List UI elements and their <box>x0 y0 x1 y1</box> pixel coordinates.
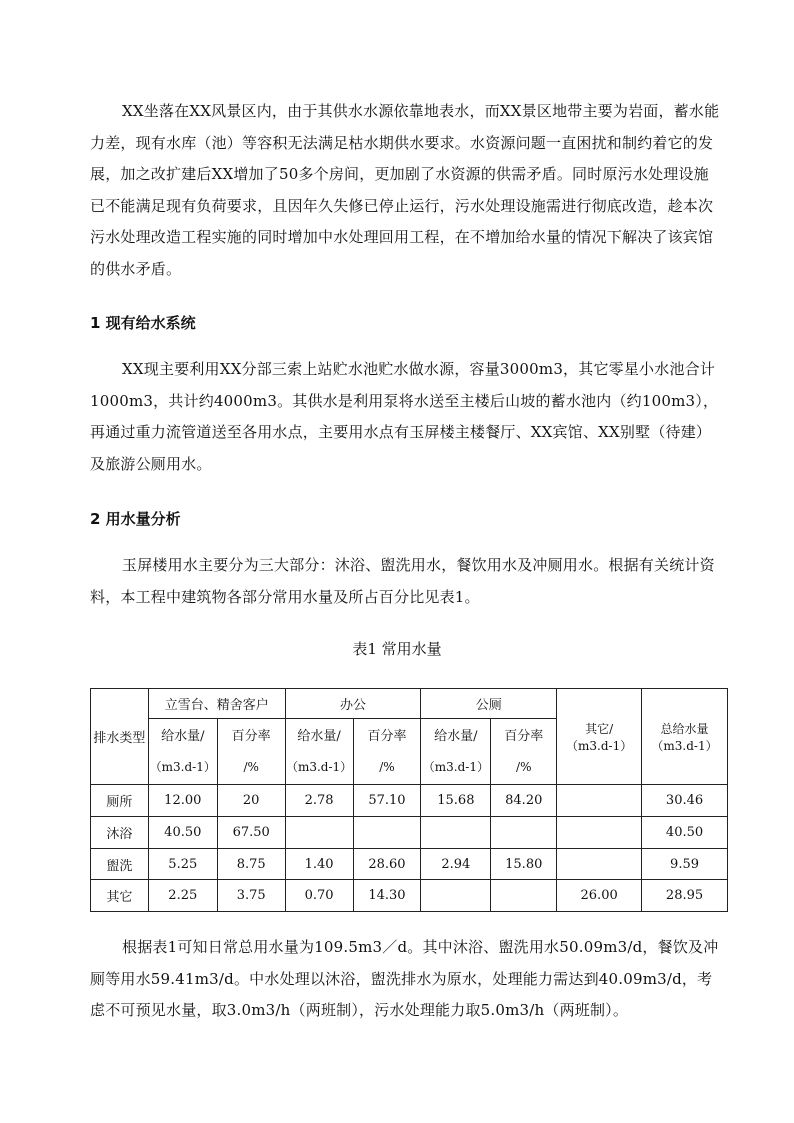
section-2-heading: 2 用水量分析 <box>90 510 181 528</box>
percent-label: 百分率 <box>231 728 271 744</box>
table-cell <box>353 817 421 849</box>
flow-unit: （m3.d-1） <box>285 759 353 774</box>
table-cell: 40.50 <box>148 817 217 849</box>
table-cell: 5.25 <box>148 849 217 880</box>
row-type: 厕所 <box>91 785 149 817</box>
table-cell: 30.46 <box>642 785 728 817</box>
total-header: 总给水量 <box>660 721 709 736</box>
table-cell: 14.30 <box>353 880 421 912</box>
percent-subheader <box>491 719 557 785</box>
table-cell: 9.59 <box>642 849 728 880</box>
table-cell: 2.78 <box>285 785 353 817</box>
table-cell: 1.40 <box>285 849 353 880</box>
other-header-unit: （m3.d-1） <box>566 738 633 753</box>
table-cell <box>421 880 491 912</box>
table-row <box>91 880 728 912</box>
table-cell: 28.60 <box>353 849 421 880</box>
table-row <box>91 785 728 817</box>
table-cell <box>491 817 557 849</box>
row-type: 沐浴 <box>91 817 149 849</box>
table-cell: 12.00 <box>148 785 217 817</box>
percent-label: 百分率 <box>504 728 544 744</box>
total-header-unit: （m3.d-1） <box>651 738 718 753</box>
table-cell: 15.80 <box>491 849 557 880</box>
table-cell <box>421 817 491 849</box>
group-header-cell: 公厕 <box>421 689 557 719</box>
percent-unit: /% <box>243 759 259 774</box>
table-caption: 表1 常用水量 <box>352 640 442 658</box>
conclusion-paragraph: 根据表1可知日常总用水量为109.5m3／d。其中沐浴、盥洗用水50.09m3/d，餐饮及冲厕等用水59.41m3/d。中水处理以沐浴，盥洗排水为原水，处理能力需达到40.09m3/d，考虑不可预见水量，取3.0m3/h（两班制），污水处理能力取5.0m3/h（两班制）。 <box>90 938 719 1019</box>
section-1-paragraph: XX现主要利用XX分部三索上站贮水池贮水做水源，容量3000m3，其它零星小水池合计1000m3，共计约4000m3。其供水是利用泵将水送至主楼后山坡的蓄水池内（约100m3），再通过重力流管道送至各用水点，主要用水点有玉屏楼主楼餐厅、XX宾馆、XX别墅（待建）及旅游公厕用水。 <box>90 360 719 473</box>
flow-subheader <box>148 719 217 785</box>
flow-label: 给水量/ <box>434 728 478 744</box>
table-header-row <box>91 689 728 719</box>
flow-label: 给水量/ <box>297 728 341 744</box>
flow-subheader <box>285 719 353 785</box>
table-cell <box>491 880 557 912</box>
section-2-paragraph: 玉屏楼用水主要分为三大部分：沐浴、盥洗用水，餐饮用水及冲厕用水。根据有关统计资料，本工程中建筑物各部分常用水量及所占百分比见表1。 <box>90 556 715 606</box>
flow-label: 给水量/ <box>161 728 205 744</box>
flow-subheader <box>421 719 491 785</box>
section-1-heading: 1 现有给水系统 <box>90 314 196 332</box>
table-cell <box>285 817 353 849</box>
other-header-cell <box>557 689 642 785</box>
table-row <box>91 817 728 849</box>
table-cell <box>557 817 642 849</box>
table-cell: 40.50 <box>642 817 728 849</box>
table-cell <box>557 849 642 880</box>
percent-subheader <box>217 719 285 785</box>
table-row <box>91 849 728 880</box>
type-header: 排水类型 <box>93 731 146 746</box>
percent-unit: /% <box>379 759 395 774</box>
row-type: 盥洗 <box>91 849 149 880</box>
table-cell: 3.75 <box>217 880 285 912</box>
percent-label: 百分率 <box>367 728 407 744</box>
table-cell: 26.00 <box>557 880 642 912</box>
percent-subheader <box>353 719 421 785</box>
percent-unit: /% <box>516 759 532 774</box>
table-cell: 0.70 <box>285 880 353 912</box>
table-cell: 57.10 <box>353 785 421 817</box>
table-cell: 2.25 <box>148 880 217 912</box>
other-header: 其它/ <box>585 721 614 736</box>
table-cell: 20 <box>217 785 285 817</box>
table-cell: 8.75 <box>217 849 285 880</box>
flow-unit: （m3.d-1） <box>149 759 216 774</box>
table-cell: 15.68 <box>421 785 491 817</box>
water-usage-table <box>90 688 728 912</box>
type-header-cell <box>91 689 149 785</box>
group-header-cell: 立雪台、精舍客户 <box>148 689 285 719</box>
total-header-cell <box>642 689 728 785</box>
table-cell <box>557 785 642 817</box>
row-type: 其它 <box>91 880 149 912</box>
intro-paragraph: XX坐落在XX风景区内，由于其供水水源依靠地表水，而XX景区地带主要为岩面，蓄水能力差，现有水库（池）等容积无法满足枯水期供水要求。水资源问题一直困扰和制约着它的发展，加之改扩建后XX增加了50多个房间，更加剧了水资源的供需矛盾。同时原污水处理设施已不能满足现有负荷要求，且因年久失修已停止运行，污水处理设施需进行彻底改造，趁本次污水处理改造工程实施的同时增加中水处理回用工程，在不增加给水量的情况下解决了该宾馆的供水矛盾。 <box>90 102 720 278</box>
group-header-cell: 办公 <box>285 689 421 719</box>
table-cell: 28.95 <box>642 880 728 912</box>
table-cell: 67.50 <box>217 817 285 849</box>
table-cell: 84.20 <box>491 785 557 817</box>
table-cell: 2.94 <box>421 849 491 880</box>
flow-unit: （m3.d-1） <box>422 759 489 774</box>
